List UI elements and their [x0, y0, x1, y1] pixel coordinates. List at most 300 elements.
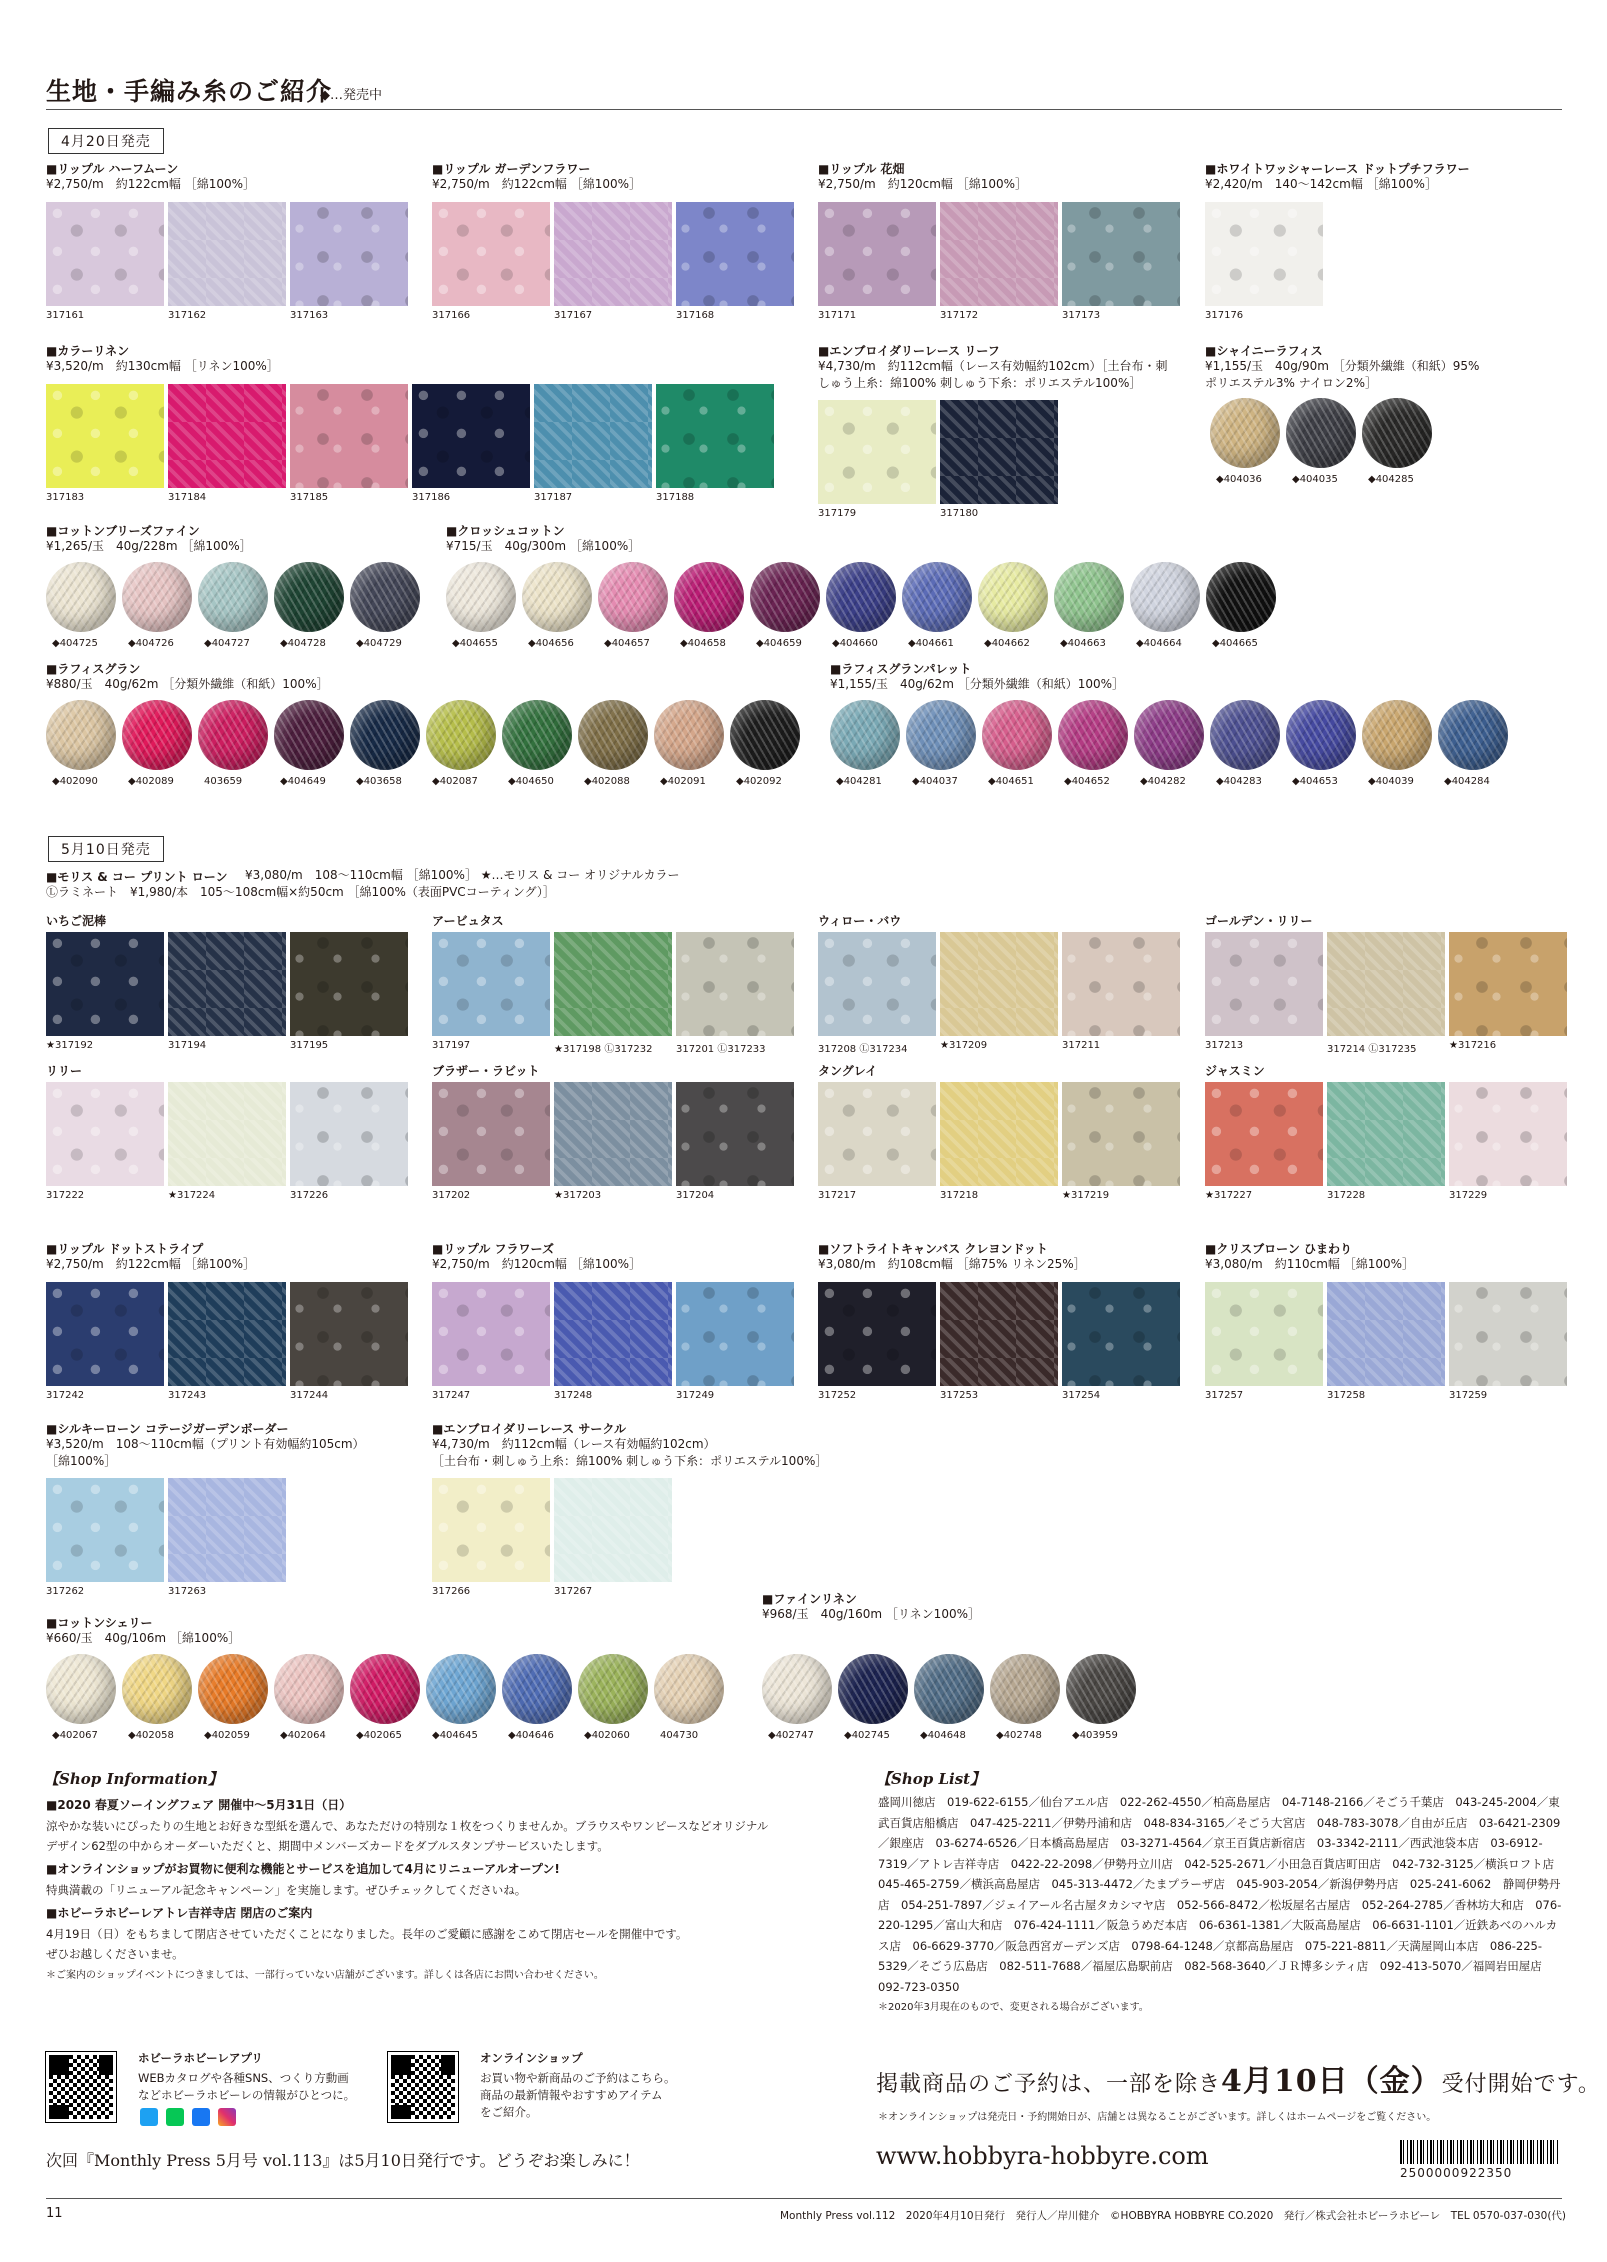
shop-info-heading: 【Shop Information】 — [44, 1770, 223, 1788]
softlight-price: ¥3,080/m 約108cm幅 ［綿75% リネン25%］ — [818, 1257, 1086, 1271]
next-issue: 次回『Monthly Press 5月号 vol.113』は5月10日発行です。どうぞお楽しみに！ — [46, 2151, 640, 2170]
willow-swatch[interactable] — [1062, 932, 1180, 1036]
line-icon[interactable] — [166, 2108, 184, 2126]
arbutus-swatch[interactable] — [432, 932, 550, 1036]
arbutus-code: 317197 — [432, 1040, 471, 1051]
embcircle-swatch[interactable] — [554, 1478, 672, 1582]
crochet-yarn-ball[interactable] — [750, 562, 820, 632]
cottonbreeze-code: ◆404729 — [356, 638, 402, 649]
reserve-date: 4月10日（金） — [1221, 2064, 1442, 2099]
crisbroan-name: ■クリスブローン ひまわり — [1205, 1242, 1353, 1256]
softlight-name: ■ソフトライトキャンバス クレヨンドット — [818, 1242, 1048, 1256]
lily-swatch[interactable] — [290, 1082, 408, 1186]
garden-code: 317166 — [432, 310, 471, 321]
hanabatake-price: ¥2,750/m 約120cm幅 ［綿100%］ — [818, 177, 1028, 191]
raffiapalette-code: ◆404282 — [1140, 776, 1186, 787]
crochet-code: ◆404661 — [908, 638, 954, 649]
cottonsherry-yarn-ball[interactable] — [122, 1654, 192, 1724]
willow-swatch[interactable] — [818, 932, 936, 1036]
cottonsherry-yarn-ball[interactable] — [274, 1654, 344, 1724]
golden-swatch[interactable] — [1449, 932, 1567, 1036]
raffia-yarn-ball[interactable] — [122, 700, 192, 770]
shiny-code: ◆404035 — [1292, 474, 1338, 485]
golden-swatch[interactable] — [1205, 932, 1323, 1036]
raffiapalette-code: ◆404651 — [988, 776, 1034, 787]
raffia-price: ¥880/玉 40g/62m ［分類外繊維（和紙）100%］ — [46, 677, 329, 691]
golden-code: 317214 Ⓛ317235 — [1327, 1044, 1417, 1055]
finelinen-yarn-ball[interactable] — [838, 1654, 908, 1724]
shiny-name: ■シャイニーラフィス — [1205, 344, 1323, 358]
header-note: ◆…発売中 — [320, 88, 382, 103]
arbutus-swatch[interactable] — [676, 932, 794, 1036]
raffia-yarn-ball[interactable] — [274, 700, 344, 770]
tangley-swatch[interactable] — [940, 1082, 1058, 1186]
lily-swatch[interactable] — [168, 1082, 286, 1186]
cottonbreeze-code: ◆404728 — [280, 638, 326, 649]
online-text-2: 商品の最新情報やおすすめアイテム — [480, 2088, 663, 2102]
cottonsherry-code: ◆402058 — [128, 1730, 174, 1741]
crochet-name: ■クロッシュコットン — [446, 524, 565, 538]
reserve-line — [876, 2056, 1601, 2100]
golden-code: 317213 — [1205, 1040, 1244, 1051]
cottonsherry-yarn-ball[interactable] — [502, 1654, 572, 1724]
raffiapalette-yarn-ball[interactable] — [1210, 700, 1280, 770]
silky-code: 317263 — [168, 1586, 207, 1597]
brer-swatch[interactable] — [676, 1082, 794, 1186]
brer-name: ブラザー・ラビット — [432, 1064, 540, 1078]
cottonbreeze-name: ■コットンブリーズファイン — [46, 524, 200, 538]
cottonsherry-yarn-ball[interactable] — [46, 1654, 116, 1724]
info-text-closing-1: 4月19日（日）をもちまして閉店させていただくことになりました。長年のご愛顧に感謝をこめて閉店セールを開催中です。 — [46, 1927, 688, 1941]
info-note: ＊ご案内のショップイベントにつきましては、一部行っていない店舗がございます。詳しくは各店にお問い合わせください。 — [46, 1970, 604, 1981]
shop-list-note: ＊2020年3月現在のもので、変更される場合がございます。 — [878, 2002, 1149, 2013]
finelinen-code: ◆404648 — [920, 1730, 966, 1741]
cottonsherry-code: ◆402065 — [356, 1730, 402, 1741]
raffiapalette-code: ◆404652 — [1064, 776, 1110, 787]
garden-swatch[interactable] — [676, 202, 794, 306]
harfmoon-code: 317163 — [290, 310, 329, 321]
crochet-code: ◆404662 — [984, 638, 1030, 649]
silky-name: ■シルキーローン コテージガーデンボーダー — [46, 1422, 289, 1436]
dotstripe-swatch[interactable] — [168, 1282, 286, 1386]
finelinen-code: ◆402745 — [844, 1730, 890, 1741]
finelinen-code: ◆402748 — [996, 1730, 1042, 1741]
online-text-3: をご紹介。 — [480, 2105, 538, 2119]
raffia-yarn-ball[interactable] — [350, 700, 420, 770]
ichigo-code: 317194 — [168, 1040, 207, 1051]
dotstripe-code: 317244 — [290, 1390, 329, 1401]
jasmine-code: 317229 — [1449, 1190, 1488, 1201]
dotstripe-code: 317242 — [46, 1390, 85, 1401]
raffia-yarn-ball[interactable] — [730, 700, 800, 770]
app-qr-code[interactable] — [46, 2052, 116, 2122]
embleaf-swatch[interactable] — [940, 400, 1058, 504]
hanabatake-swatch[interactable] — [818, 202, 936, 306]
dotstripe-swatch[interactable] — [46, 1282, 164, 1386]
raffia-yarn-ball[interactable] — [654, 700, 724, 770]
lily-name: リリー — [46, 1064, 83, 1078]
brer-swatch[interactable] — [432, 1082, 550, 1186]
embcircle-code: 317267 — [554, 1586, 593, 1597]
cottonsherry-code: ◆402060 — [584, 1730, 630, 1741]
crochet-code: ◆404655 — [452, 638, 498, 649]
embcircle-price-line-1: ¥4,730/m 約112cm幅（レース有効幅約102cm） — [432, 1437, 716, 1451]
cottonbreeze-price: ¥1,265/玉 40g/228m ［綿100%］ — [46, 539, 252, 553]
arbutus-swatch[interactable] — [554, 932, 672, 1036]
cottonsherry-code: 404730 — [660, 1730, 699, 1741]
cottonsherry-code: ◆402059 — [204, 1730, 250, 1741]
shiny-yarn-ball[interactable] — [1362, 398, 1432, 468]
colorlinen-code: 317187 — [534, 492, 573, 503]
colorlinen-code: 317186 — [412, 492, 451, 503]
raffiapalette-yarn-ball[interactable] — [982, 700, 1052, 770]
raffia-yarn-ball[interactable] — [502, 700, 572, 770]
raffiapalette-price: ¥1,155/玉 40g/62m ［分類外繊維（和紙）100%］ — [830, 677, 1125, 691]
raffia-code: 403659 — [204, 776, 243, 787]
footer-divider — [46, 2198, 1562, 2199]
garden-price: ¥2,750/m 約122cm幅 ［綿100%］ — [432, 177, 642, 191]
embleaf-name: ■エンブロイダリーレース リーフ — [818, 344, 1000, 358]
harfmoon-swatch[interactable] — [46, 202, 164, 306]
colorlinen-swatch[interactable] — [412, 384, 530, 488]
raffia-code: ◆402088 — [584, 776, 630, 787]
tangley-code: 317217 — [818, 1190, 857, 1201]
raffia-yarn-ball[interactable] — [46, 700, 116, 770]
cottonsherry-yarn-ball[interactable] — [350, 1654, 420, 1724]
ichigo-code: 317195 — [290, 1040, 329, 1051]
brer-code: 317202 — [432, 1190, 471, 1201]
ichigo-swatch[interactable] — [46, 932, 164, 1036]
colorlinen-swatch[interactable] — [290, 384, 408, 488]
raffiapalette-yarn-ball[interactable] — [906, 700, 976, 770]
raffia-yarn-ball[interactable] — [578, 700, 648, 770]
embcircle-swatch[interactable] — [432, 1478, 550, 1582]
finelinen-yarn-ball[interactable] — [990, 1654, 1060, 1724]
softlight-swatch[interactable] — [1062, 1282, 1180, 1386]
embcircle-code: 317266 — [432, 1586, 471, 1597]
garden-swatch[interactable] — [554, 202, 672, 306]
colorlinen-price: ¥3,520/m 約130cm幅 ［リネン100%］ — [46, 359, 279, 373]
cottonsherry-yarn-ball[interactable] — [654, 1654, 724, 1724]
finelinen-code: ◆402747 — [768, 1730, 814, 1741]
willow-swatch[interactable] — [940, 932, 1058, 1036]
hanabatake-code: 317171 — [818, 310, 857, 321]
page-number: 11 — [46, 2206, 63, 2221]
colorlinen-swatch[interactable] — [534, 384, 652, 488]
flowers-code: 317247 — [432, 1390, 471, 1401]
cottonbreeze-code: ◆404725 — [52, 638, 98, 649]
colorlinen-swatch[interactable] — [656, 384, 774, 488]
reserve-text: 掲載商品のご予約は、一部を除き — [876, 2072, 1222, 2097]
silky-swatch[interactable] — [46, 1478, 164, 1582]
shop-list-heading: 【Shop List】 — [876, 1770, 986, 1788]
info-text-fair-1: 涼やかな装いにぴったりの生地とお好きな型紙を選んで、あなただけの特別な１枚をつくりませんか。ブラウスやワンピースなどオリジナル — [46, 1819, 769, 1833]
finelinen-yarn-ball[interactable] — [914, 1654, 984, 1724]
hanabatake-code: 317172 — [940, 310, 979, 321]
lily-swatch[interactable] — [46, 1082, 164, 1186]
crochet-yarn-ball[interactable] — [902, 562, 972, 632]
brer-code: 317204 — [676, 1190, 715, 1201]
crochet-yarn-ball[interactable] — [826, 562, 896, 632]
crochet-code: ◆404658 — [680, 638, 726, 649]
footer-info: Monthly Press vol.112 2020年4月10日発行 発行人／岸川健介 ©HOBBYRA HOBBYRE CO.2020 発行／株式会社ホビーラホビーレ TEL 0570-037-030(代) — [780, 2210, 1567, 2222]
crisbroan-code: 317259 — [1449, 1390, 1488, 1401]
dotstripe-code: 317243 — [168, 1390, 207, 1401]
hanabatake-swatch[interactable] — [1062, 202, 1180, 306]
tangley-swatch[interactable] — [1062, 1082, 1180, 1186]
app-text-1: WEBカタログや各種SNS、つくり方動画 — [138, 2071, 349, 2085]
silky-swatch[interactable] — [168, 1478, 286, 1582]
twitter-icon[interactable] — [140, 2108, 158, 2126]
flowers-swatch[interactable] — [554, 1282, 672, 1386]
tangley-code: ★317219 — [1062, 1190, 1110, 1201]
info-title-closing: ■ホビーラホビーレアトレ吉祥寺店 閉店のご案内 — [46, 1906, 313, 1920]
silky-price-line-2: ［綿100%］ — [46, 1454, 117, 1468]
crochet-yarn-ball[interactable] — [1206, 562, 1276, 632]
willow-name: ウィロー・バウ — [818, 914, 902, 928]
finelinen-yarn-ball[interactable] — [1066, 1654, 1136, 1724]
dotstripe-name: ■リップル ドットストライプ — [46, 1242, 204, 1256]
flowers-code: 317249 — [676, 1390, 715, 1401]
instagram-icon[interactable] — [218, 2108, 236, 2126]
crochet-code: ◆404657 — [604, 638, 650, 649]
crochet-code: ◆404659 — [756, 638, 802, 649]
raffia-code: ◆402087 — [432, 776, 478, 787]
dotstripe-price: ¥2,750/m 約122cm幅 ［綿100%］ — [46, 1257, 256, 1271]
reserve-note: ＊オンラインショップは発売日・予約開始日が、店舗とは異なることがございます。詳しくはホームページをご覧ください。 — [878, 2112, 1437, 2123]
app-title: ホビーラホビーレアプリ — [138, 2051, 263, 2065]
harfmoon-swatch[interactable] — [168, 202, 286, 306]
jasmine-swatch[interactable] — [1205, 1082, 1323, 1186]
crisbroan-swatch[interactable] — [1327, 1282, 1445, 1386]
raffiapalette-code: ◆404281 — [836, 776, 882, 787]
cottonsherry-name: ■コットンシェリー — [46, 1616, 153, 1630]
raffia-yarn-ball[interactable] — [426, 700, 496, 770]
crisbroan-swatch[interactable] — [1449, 1282, 1567, 1386]
crochet-code: ◆404656 — [528, 638, 574, 649]
harfmoon-code: 317161 — [46, 310, 85, 321]
cottonsherry-yarn-ball[interactable] — [426, 1654, 496, 1724]
raffia-code: ◆402092 — [736, 776, 782, 787]
jasmine-code: 317228 — [1327, 1190, 1366, 1201]
crochet-yarn-ball[interactable] — [674, 562, 744, 632]
garden-name: ■リップル ガーデンフラワー — [432, 162, 591, 176]
raffiapalette-code: ◆404653 — [1292, 776, 1338, 787]
shiny-code: ◆404285 — [1368, 474, 1414, 485]
april-section-label: 4月20日発売 — [48, 128, 164, 154]
colorlinen-swatch[interactable] — [46, 384, 164, 488]
arbutus-code: 317201 Ⓛ317233 — [676, 1044, 766, 1055]
willow-code: ★317209 — [940, 1040, 988, 1051]
arbutus-name: アービュタス — [432, 914, 504, 928]
crisbroan-price: ¥3,080/m 約110cm幅 ［綿100%］ — [1205, 1257, 1415, 1271]
crochet-price: ¥715/玉 40g/300m ［綿100%］ — [446, 539, 641, 553]
crochet-code: ◆404663 — [1060, 638, 1106, 649]
facebook-icon[interactable] — [192, 2108, 210, 2126]
crisbroan-code: 317258 — [1327, 1390, 1366, 1401]
page-title: 生地・手編み糸のご紹介 — [46, 77, 333, 106]
app-text-2: などホビーラホビーレの情報がひとつに。 — [138, 2088, 356, 2102]
cottonbreeze-yarn-ball[interactable] — [122, 562, 192, 632]
morris-sub: Ⓛラミネート ¥1,980/本 105〜108cm幅×約50cm ［綿100%（表面PVCコーティング）］ — [46, 885, 555, 899]
may-section-label: 5月10日発売 — [48, 836, 164, 862]
whitewash-name: ■ホワイトワッシャーレース ドットプチフラワー — [1205, 162, 1470, 176]
softlight-code: 317252 — [818, 1390, 857, 1401]
cottonbreeze-yarn-ball[interactable] — [274, 562, 344, 632]
barcode-number: 2500000922350 — [1400, 2166, 1513, 2180]
willow-code: 317208 Ⓛ317234 — [818, 1044, 908, 1055]
raffia-yarn-ball[interactable] — [198, 700, 268, 770]
whitewash-code: 317176 — [1205, 310, 1244, 321]
golden-swatch[interactable] — [1327, 932, 1445, 1036]
online-qr-code[interactable] — [388, 2052, 458, 2122]
embleaf-price-line-2: しゅう上糸：綿100% 刺しゅう下糸：ポリエステル100%］ — [818, 376, 1142, 390]
brer-code: ★317203 — [554, 1190, 602, 1201]
raffia-code: ◆402091 — [660, 776, 706, 787]
embcircle-name: ■エンブロイダリーレース サークル — [432, 1422, 626, 1436]
cottonsherry-yarn-ball[interactable] — [578, 1654, 648, 1724]
softlight-swatch[interactable] — [940, 1282, 1058, 1386]
colorlinen-code: 317185 — [290, 492, 329, 503]
info-title-fair: ■2020 春夏ソーイングフェア 開催中〜5月31日（日） — [46, 1798, 352, 1812]
online-text-1: お買い物や新商品のご予約はこちら。 — [480, 2071, 676, 2085]
colorlinen-code: 317183 — [46, 492, 85, 503]
tangley-swatch[interactable] — [818, 1082, 936, 1186]
header-divider — [46, 109, 1562, 110]
golden-name: ゴールデン・リリー — [1205, 914, 1313, 928]
info-text-online: 特典満載の「リニューアル記念キャンペーン」を実施します。ぜひチェックしてくださいね。 — [46, 1883, 527, 1897]
shiny-yarn-ball[interactable] — [1210, 398, 1280, 468]
embcircle-price-line-2: ［土台布・刺しゅう上糸：綿100% 刺しゅう下糸：ポリエステル100%］ — [432, 1454, 828, 1468]
softlight-swatch[interactable] — [818, 1282, 936, 1386]
embleaf-price-line-1: ¥4,730/m 約112cm幅（レース有効幅約102cm）［土台布・刺 — [818, 359, 1168, 373]
hanabatake-code: 317173 — [1062, 310, 1101, 321]
shiny-code: ◆404036 — [1216, 474, 1262, 485]
jasmine-swatch[interactable] — [1449, 1082, 1567, 1186]
raffiapalette-yarn-ball[interactable] — [1134, 700, 1204, 770]
harfmoon-price: ¥2,750/m 約122cm幅 ［綿100%］ — [46, 177, 256, 191]
crochet-yarn-ball[interactable] — [1054, 562, 1124, 632]
softlight-code: 317254 — [1062, 1390, 1101, 1401]
arbutus-code: ★317198 Ⓛ317232 — [554, 1044, 653, 1055]
silky-price-line-1: ¥3,520/m 108〜110cm幅（プリント有効幅約105cm） — [46, 1437, 365, 1451]
morris-name: ■モリス & コー プリント ローン — [46, 870, 228, 884]
colorlinen-name: ■カラーリネン — [46, 344, 130, 358]
raffia-name: ■ラフィスグラン — [46, 662, 141, 676]
lily-code: 317226 — [290, 1190, 329, 1201]
lily-code: ★317224 — [168, 1190, 216, 1201]
ichigo-swatch[interactable] — [290, 932, 408, 1036]
cottonbreeze-yarn-ball[interactable] — [198, 562, 268, 632]
raffia-code: ◆404650 — [508, 776, 554, 787]
website-url[interactable]: www.hobbyra-hobbyre.com — [876, 2142, 1209, 2170]
crochet-code: ◆404660 — [832, 638, 878, 649]
morris-price: ¥3,080/m 108〜110cm幅 ［綿100%］ ★…モリス & コー オリジナルカラー — [245, 868, 680, 882]
online-title: オンラインショップ — [480, 2051, 583, 2065]
cottonsherry-yarn-ball[interactable] — [198, 1654, 268, 1724]
info-text-closing-2: ぜひお越しくださいませ。 — [46, 1947, 184, 1961]
crochet-yarn-ball[interactable] — [522, 562, 592, 632]
garden-code: 317168 — [676, 310, 715, 321]
embleaf-code: 317179 — [818, 508, 857, 519]
raffiapalette-yarn-ball[interactable] — [1286, 700, 1356, 770]
crochet-yarn-ball[interactable] — [446, 562, 516, 632]
crochet-yarn-ball[interactable] — [598, 562, 668, 632]
crochet-code: ◆404665 — [1212, 638, 1258, 649]
colorlinen-swatch[interactable] — [168, 384, 286, 488]
embleaf-swatch[interactable] — [818, 400, 936, 504]
shiny-price-line-2: ポリエステル3% ナイロン2%］ — [1205, 376, 1377, 390]
info-text-fair-2: デザイン62型の中からオーダーいただくと、期間中メンバーズカードをダブルスタンプサービスいたします。 — [46, 1839, 609, 1853]
raffia-code: ◆402090 — [52, 776, 98, 787]
golden-code: ★317216 — [1449, 1040, 1497, 1051]
flowers-swatch[interactable] — [676, 1282, 794, 1386]
flowers-code: 317248 — [554, 1390, 593, 1401]
raffiapalette-yarn-ball[interactable] — [1438, 700, 1508, 770]
crochet-yarn-ball[interactable] — [1130, 562, 1200, 632]
ichigo-name: いちご泥棒 — [46, 914, 107, 928]
raffiapalette-name: ■ラフィスグランパレット — [830, 662, 972, 676]
tangley-code: 317218 — [940, 1190, 979, 1201]
barcode-image — [1400, 2140, 1560, 2164]
cottonsherry-code: ◆402064 — [280, 1730, 326, 1741]
raffia-code: ◆403658 — [356, 776, 402, 787]
dotstripe-swatch[interactable] — [290, 1282, 408, 1386]
cottonsherry-code: ◆402067 — [52, 1730, 98, 1741]
brer-swatch[interactable] — [554, 1082, 672, 1186]
raffiapalette-yarn-ball[interactable] — [830, 700, 900, 770]
embleaf-code: 317180 — [940, 508, 979, 519]
harfmoon-swatch[interactable] — [290, 202, 408, 306]
reserve-end: 受付開始です。 — [1441, 2072, 1601, 2097]
crochet-yarn-ball[interactable] — [978, 562, 1048, 632]
info-title-online: ■オンラインショップがお買物に便利な機能とサービスを追加して4月にリニューアルオープン! — [46, 1862, 560, 1876]
cottonsherry-price: ¥660/玉 40g/106m ［綿100%］ — [46, 1631, 241, 1645]
jasmine-code: ★317227 — [1205, 1190, 1253, 1201]
flowers-name: ■リップル フラワーズ — [432, 1242, 554, 1256]
raffia-code: ◆402089 — [128, 776, 174, 787]
jasmine-swatch[interactable] — [1327, 1082, 1445, 1186]
shiny-yarn-ball[interactable] — [1286, 398, 1356, 468]
raffia-code: ◆404649 — [280, 776, 326, 787]
colorlinen-code: 317184 — [168, 492, 207, 503]
jasmine-name: ジャスミン — [1205, 1064, 1265, 1078]
raffiapalette-yarn-ball[interactable] — [1362, 700, 1432, 770]
whitewash-price: ¥2,420/m 140〜142cm幅 ［綿100%］ — [1205, 177, 1437, 191]
hanabatake-name: ■リップル 花畑 — [818, 162, 905, 176]
ichigo-swatch[interactable] — [168, 932, 286, 1036]
finelinen-code: ◆403959 — [1072, 1730, 1118, 1741]
flowers-swatch[interactable] — [432, 1282, 550, 1386]
hanabatake-swatch[interactable] — [940, 202, 1058, 306]
willow-code: 317211 — [1062, 1040, 1101, 1051]
flowers-price: ¥2,750/m 約120cm幅 ［綿100%］ — [432, 1257, 642, 1271]
cottonbreeze-yarn-ball[interactable] — [350, 562, 420, 632]
finelinen-name: ■ファインリネン — [762, 1592, 857, 1606]
garden-swatch[interactable] — [432, 202, 550, 306]
shop-list-text: 盛岡川徳店 019-622-6155／仙台アエル店 022-262-4550／柏高島屋店 04-7148-2166／そごう千葉店 043-245-2004／東武百貨店船橋店 047-425-2211／伊勢丹浦和店 048-834-3165／そごう大宮店 048-783-3078／自由が丘店 03-6421-2309／銀座店 03-6274-6526／日本橋高島屋店 03-3271-4564／京王百貨店新宿店 03-3342-2111／西武池袋本店 03-6912-7319／アトレ吉祥寺店 0422-22-2098／伊勢丹立川店 042-525-2671／小田急百貨店町田店 042-732-3125／横浜ロフト店 045-465-2759／横浜高島屋店 045-313-4472／たまプラーザ店 045-903-2054／新潟伊勢丹店 025-241-6062 静岡伊勢丹店 054-251-7897／ジェイアール名古屋タカシマヤ店 052-566-8472／松坂屋名古屋店 052-264-2785／香林坊大和店 076-220-1295／富山大和店 076-424-1111／阪急うめだ本店 06-6361-1381／大阪高島屋店 06-6631-1101／近鉄あべのハルカス店 06-6629-3770／阪急西宮ガーデンズ店 0798-64-1248／京都高島屋店 075-221-8811／天満屋岡山本店 086-225-5329／そごう広島店 082-511-7688／福屋広島駅前店 082-568-3640／ＪＲ博多シティ店 092-413-5070／福岡岩田屋店 092-723-0350 — [878, 1795, 1566, 1994]
raffiapalette-yarn-ball[interactable] — [1058, 700, 1128, 770]
crisbroan-swatch[interactable] — [1205, 1282, 1323, 1386]
cottonbreeze-code: ◆404726 — [128, 638, 174, 649]
silky-code: 317262 — [46, 1586, 85, 1597]
finelinen-yarn-ball[interactable] — [762, 1654, 832, 1724]
shiny-price-line-1: ¥1,155/玉 40g/90m ［分類外繊維（和紙）95% — [1205, 359, 1480, 373]
finelinen-price: ¥968/玉 40g/160m ［リネン100%］ — [762, 1607, 980, 1621]
raffiapalette-code: ◆404284 — [1444, 776, 1490, 787]
cottonbreeze-yarn-ball[interactable] — [46, 562, 116, 632]
whitewash-swatch[interactable] — [1205, 202, 1323, 306]
